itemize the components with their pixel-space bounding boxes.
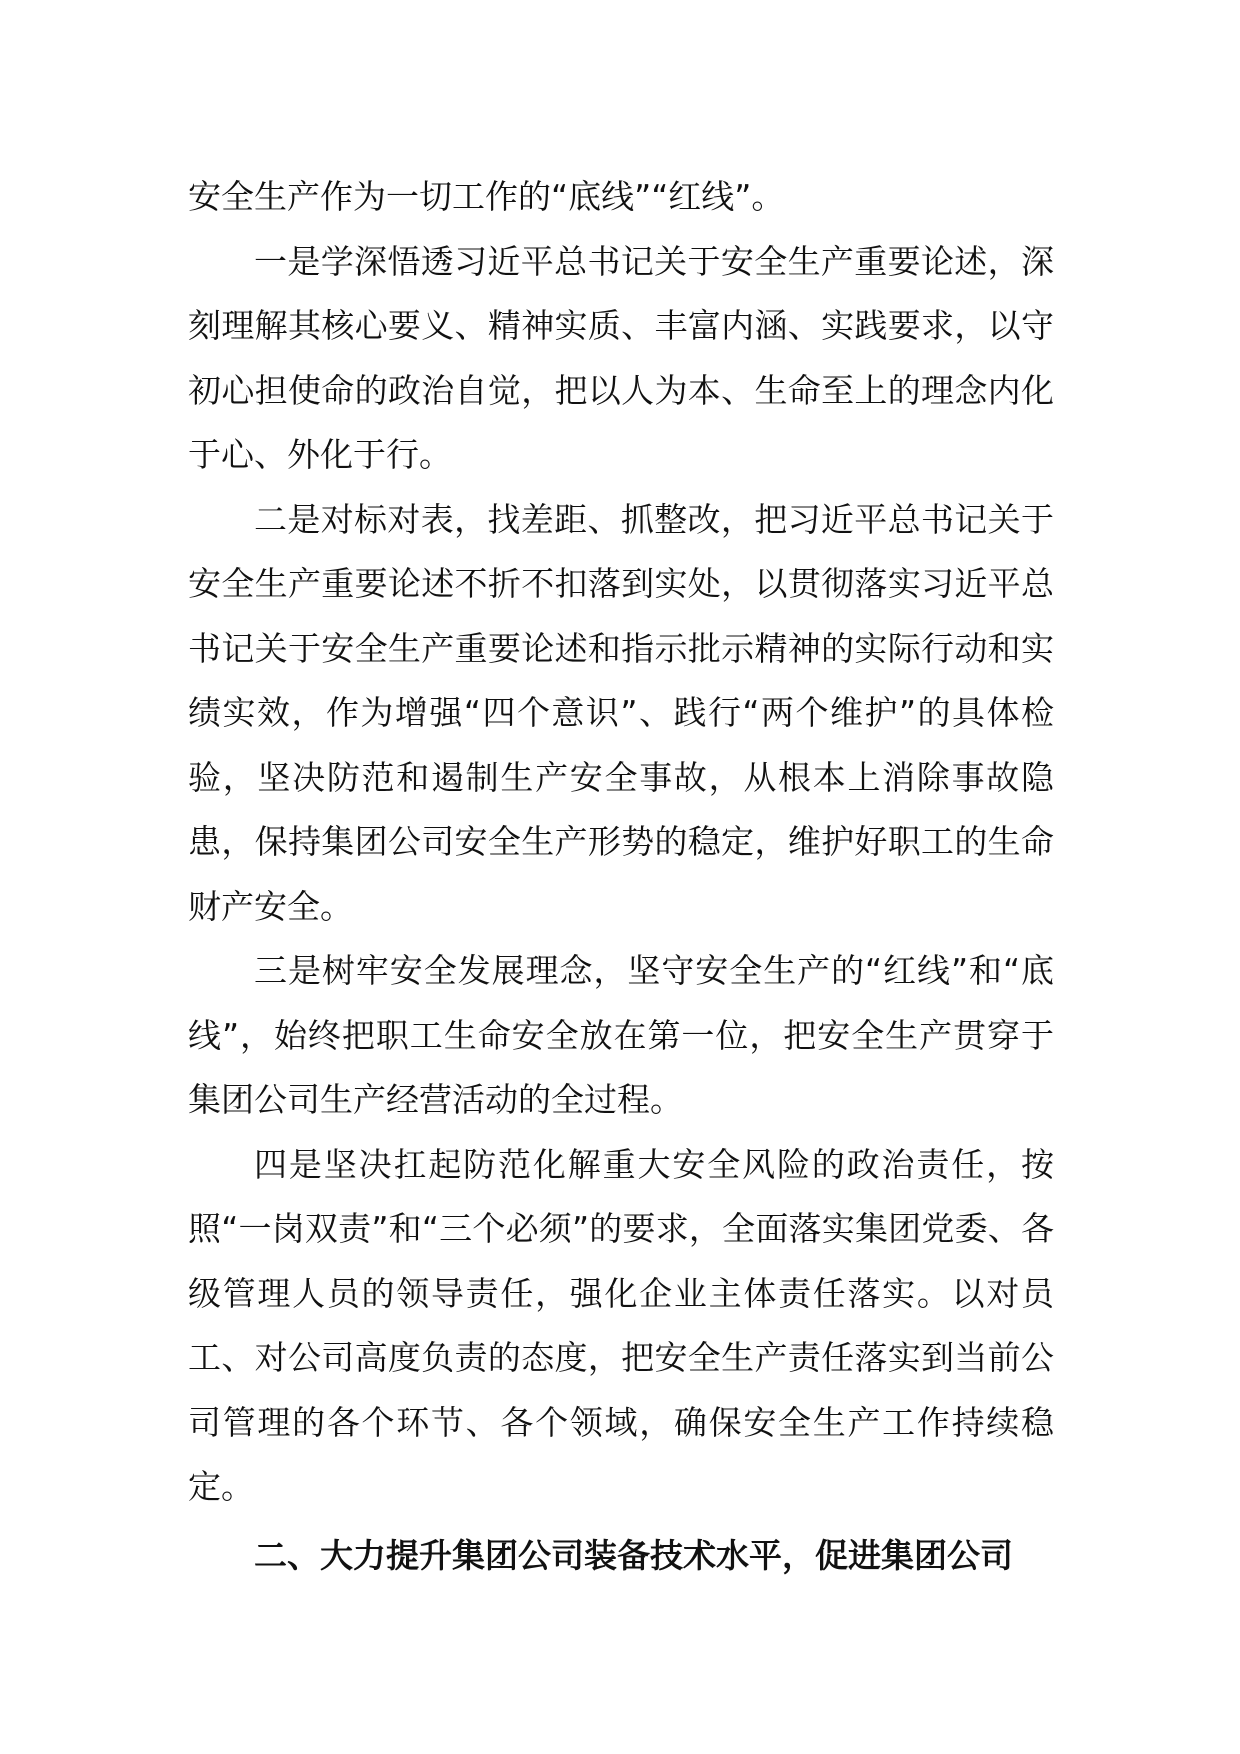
paragraph-4: 四是坚决扛起防范化解重大安全风险的政治责任，按照“一岗双责”和“三个必须”的要求，全面落实集团党委、各级管理人员的领导责任，强化企业主体责任落实。以对员工、对公司高度负责的态度，把安全生产责任落实到当前公司管理的各个环节、各个领域，确保安全生产工作持续稳定。	[188, 1144, 1054, 1506]
paragraph-1: 一是学深悟透习近平总书记关于安全生产重要论述，深刻理解其核心要义、精神实质、丰富内涵、实践要求，以守初心担使命的政治自觉，把以人为本、生命至上的理念内化于心、外化于行。	[188, 241, 1054, 474]
paragraph-2: 二是对标对表，找差距、抓整改，把习近平总书记关于安全生产重要论述不折不扣落到实处，以贯彻落实习近平总书记关于安全生产重要论述和指示批示精神的实际行动和实绩实效，作为增强“四个意识”、践行“两个维护”的具体检验，坚决防范和遏制生产安全事故，从根本上消除事故隐患，保持集团公司安全生产形势的稳定，维护好职工的生命财产安全。	[188, 499, 1054, 926]
section-heading: 二、大力提升集团公司装备技术水平，促进集团公司	[254, 1535, 1013, 1575]
continuation-text: 安全生产作为一切工作的“底线”“红线”。	[188, 177, 785, 216]
paragraph-3: 三是树牢安全发展理念，坚守安全生产的“红线”和“底线”，始终把职工生命安全放在第一位，把安全生产贯穿于集团公司生产经营活动的全过程。	[188, 951, 1054, 1119]
document-body	[188, 165, 1054, 1588]
